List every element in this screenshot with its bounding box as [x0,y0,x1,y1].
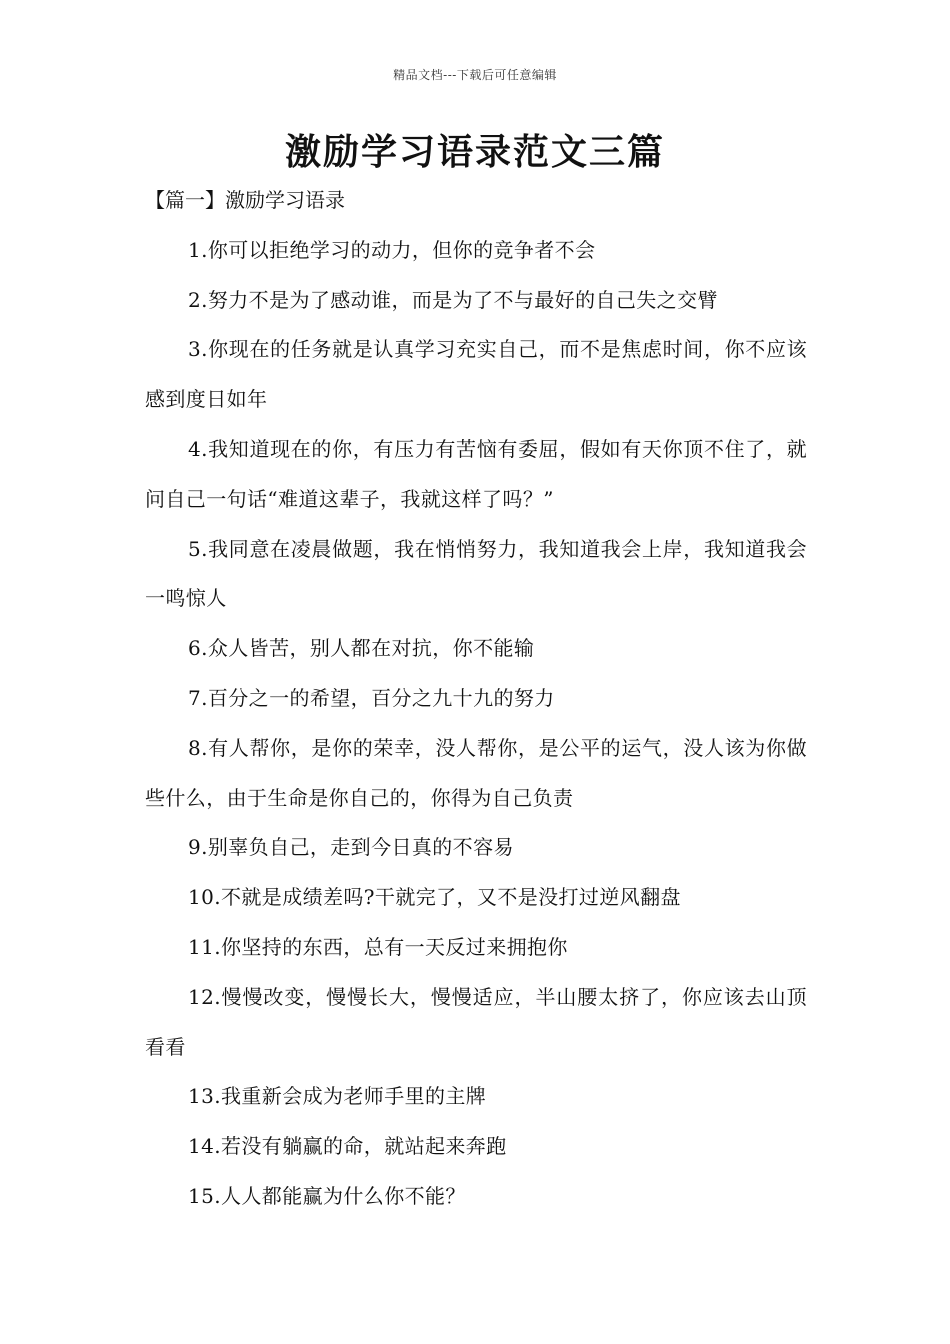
quote-item-6: 6.众人皆苦，别人都在对抗，你不能输 [188,636,535,661]
quote-item-8: 8.有人帮你，是你的荣幸，没人帮你，是公平的运气，没人该为你做些什么，由于生命是你自己的，你得为自己负责 [145,735,807,810]
quote-item-14: 14.若没有躺赢的命，就站起来奔跑 [188,1134,507,1159]
quote-item-11: 11.你坚持的东西，总有一天反过来拥抱你 [188,934,568,959]
quote-item-2: 2.努力不是为了感动谁，而是为了不与最好的自己失之交臂 [188,287,718,312]
quote-item-3: 3.你现在的任务就是认真学习充实自己，而不是焦虑时间，你不应该感到度日如年 [145,337,807,412]
quote-item-12: 12.慢慢改变，慢慢长大，慢慢适应，半山腰太挤了，你应该去山顶看看 [145,984,807,1059]
quote-item-5: 5.我同意在凌晨做题，我在悄悄努力，我知道我会上岸，我知道我会一鸣惊人 [145,536,807,611]
quote-item-15: 15.人人都能赢为什么你不能？ [188,1183,466,1208]
quote-item-10: 10.不就是成绩差吗?干就完了，又不是没打过逆风翻盘 [188,885,681,910]
document-title: 激励学习语录范文三篇 [284,131,665,173]
document-body [145,176,807,1222]
header-note: 精品文档---下载后可任意编辑 [393,68,557,82]
quote-item-7: 7.百分之一的希望，百分之九十九的努力 [188,685,555,710]
quote-item-1: 1.你可以拒绝学习的动力，但你的竞争者不会 [188,237,596,262]
quote-item-4: 4.我知道现在的你，有压力有苦恼有委屈，假如有天你顶不住了，就问自己一句话“难道这辈子，我就这样了吗？” [145,436,807,511]
quote-item-9: 9.别辜负自己，走到今日真的不容易 [188,835,514,860]
quote-item-13: 13.我重新会成为老师手里的主牌 [188,1084,487,1109]
section-heading: 【篇一】激励学习语录 [145,188,345,212]
